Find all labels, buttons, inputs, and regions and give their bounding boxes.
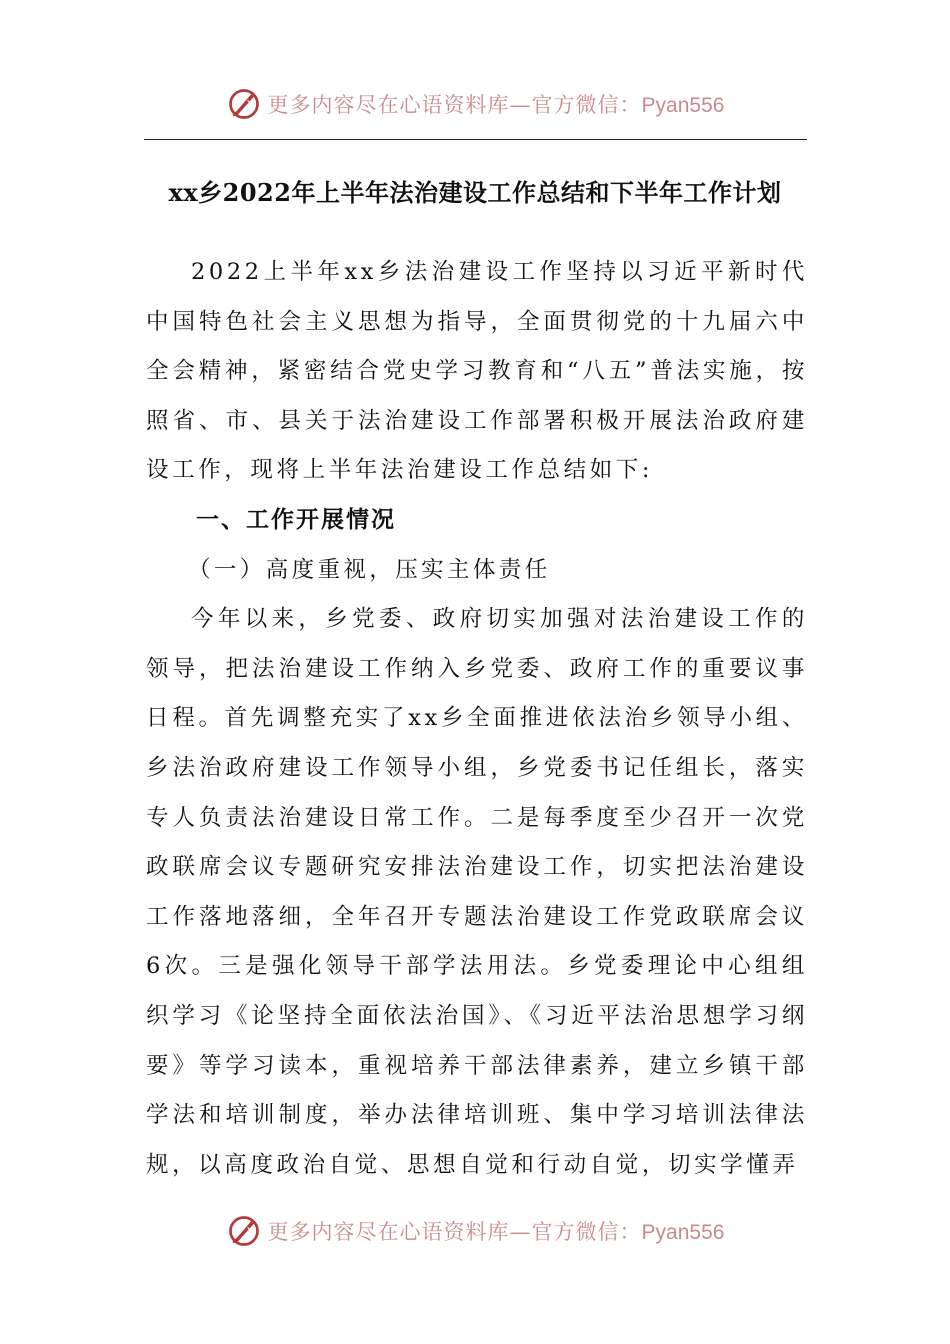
header-divider (144, 139, 807, 140)
document-body (146, 248, 808, 1190)
wechat-id: Pyan556 (641, 94, 725, 117)
intro-paragraph: 2022上半年xx乡法治建设工作坚持以习近平新时代中国特色社会主义思想为指导，全面贯彻党的十九届六中全会精神，紧密结合党史学习教育和“八五”普法实施，按照省、市、县关于法治建设工作部署积极开展法治政府建设工作，现将上半年法治建设工作总结如下: (146, 259, 808, 484)
watermark-text: 更多内容尽在心语资料库—官方微信：Pyan556 (267, 93, 725, 117)
body-paragraph: 今年以来，乡党委、政府切实加强对法治建设工作的领导，把法治建设工作纳入乡党委、政府工作的重要议事日程。首先调整充实了xx乡全面推进依法治乡领导小组、乡法治政府建设工作领导小组，乡党委书记任组长，落实专人负责法治建设日常工作。二是每季度至少召开一次党政联席会议专题研究安排法治建设工作，切实把法治建设工作落地落细，全年召开专题法治建设工作党政联席会议6次。三是强化领导干部学法用法。乡党委理论中心组组织学习《论坚持全面依法治国》、《习近平法治思想学习纲要》等学习读本，重视培养干部法律素养，建立乡镇干部学法和培训制度，举办法律培训班、集中学习培训法律法规，以高度政治自觉、思想自觉和行动自觉，切实学懂弄 (146, 606, 808, 1178)
quill-logo-icon (226, 86, 262, 122)
document-title: xx乡2022年上半年法治建设工作总结和下半年工作计划 (168, 178, 782, 207)
header-watermark (0, 84, 950, 124)
section-heading: 一、工作开展情况 (196, 506, 396, 533)
watermark-text: 更多内容尽在心语资料库—官方微信：Pyan556 (267, 1220, 725, 1244)
footer-watermark (0, 1211, 950, 1251)
wechat-id: Pyan556 (641, 1221, 725, 1244)
subsection-heading: （一）高度重视，压实主体责任 (188, 556, 551, 583)
quill-logo-icon (226, 1213, 262, 1249)
